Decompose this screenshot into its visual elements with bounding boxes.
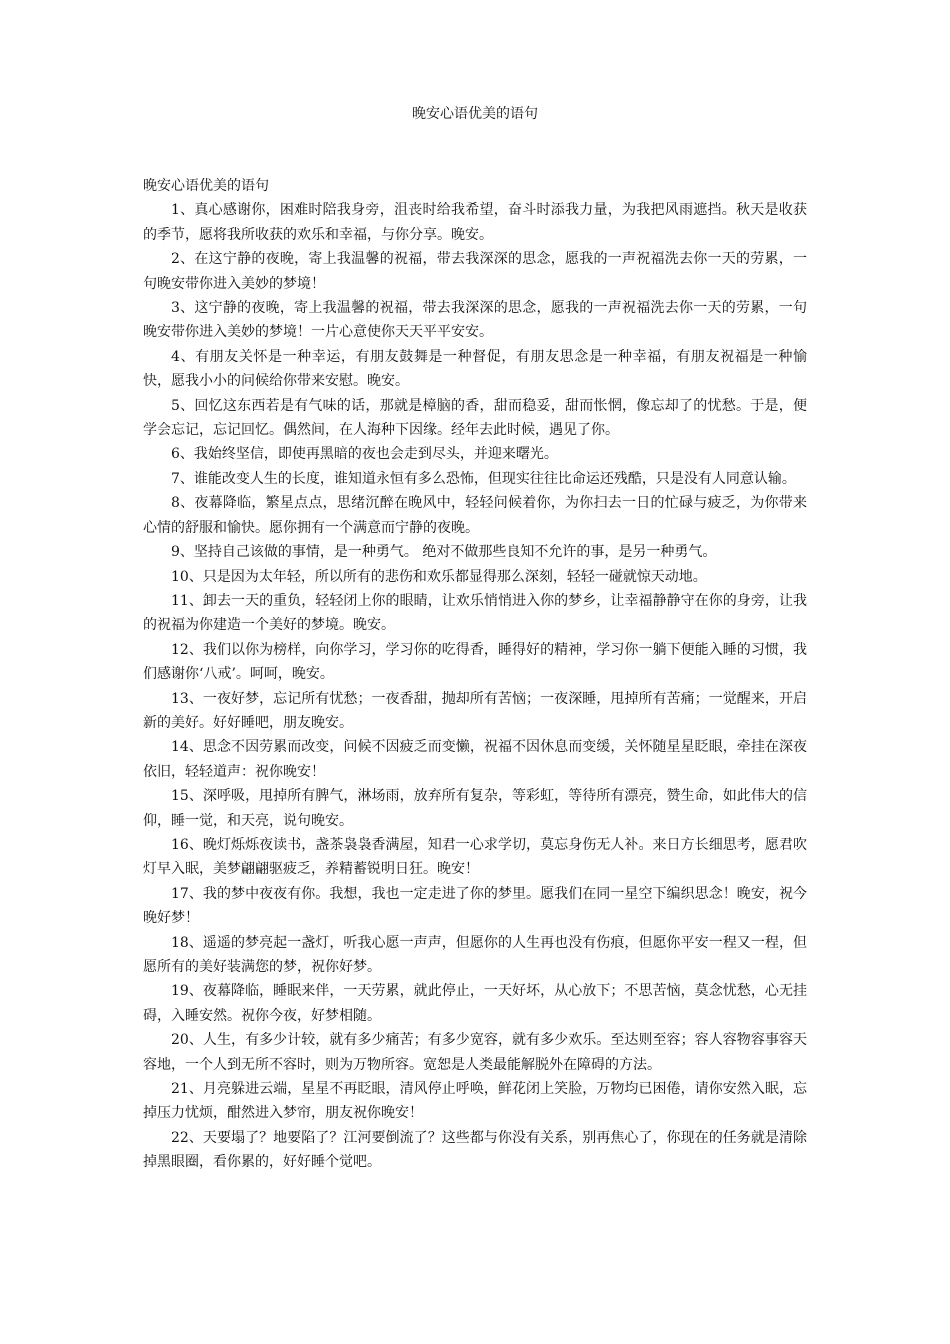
list-item: 14、思念不因劳累而改变，问候不因疲乏而变懒，祝福不因休息而变缓，关怀随星星眨眼，牵挂在深夜依旧，轻轻道声：祝你晚安！ xyxy=(143,739,807,780)
list-item: 15、深呼吸，甩掉所有脾气，淋场雨，放弃所有复杂，等彩虹，等待所有漂亮，赞生命，如此伟大的信仰，睡一觉，和天亮，说句晚安。 xyxy=(143,788,807,829)
list-item: 22、天要塌了？地要陷了？江河要倒流了？这些都与你没有关系，别再焦心了，你现在的任务就是清除掉黑眼圈，看你累的，好好睡个觉吧。 xyxy=(143,1129,807,1171)
list-item: 21、月亮躲进云端，星星不再眨眼，清风停止呼唤，鲜花闭上笑脸，万物均已困倦，请你安然入眠，忘掉压力忧烦，酣然进入梦帘，朋友祝你晚安！ xyxy=(143,1081,807,1122)
list-item: 2、在这宁静的夜晚，寄上我温馨的祝福，带去我深深的思念，愿我的一声祝福洗去你一天的劳累，一句晚安带你进入美妙的梦境！ xyxy=(143,251,807,292)
list-item: 19、夜幕降临，睡眠来伴，一天劳累，就此停止，一天好坏，从心放下；不思苦恼，莫念忧愁，心无挂碍，入睡安然。祝你今夜，好梦相随。 xyxy=(143,983,807,1024)
list-item: 7、谁能改变人生的长度，谁知道永恒有多么恐怖，但现实往往比命运还残酷，只是没有人同意认输。 xyxy=(171,470,796,487)
document-body xyxy=(143,174,807,1175)
list-item: 8、夜幕降临，繁星点点，思绪沉醉在晚风中，轻轻问候着你，为你扫去一日的忙碌与疲乏，为你带来心情的舒服和愉快。愿你拥有一个满意而宁静的夜晚。 xyxy=(143,495,807,536)
list-item: 11、卸去一天的重负，轻轻闭上你的眼睛，让欢乐悄悄进入你的梦乡，让幸福静静守在你的身旁，让我的祝福为你建造一个美好的梦境。晚安。 xyxy=(143,592,807,634)
list-item: 5、回忆这东西若是有气味的话，那就是樟脑的香，甜而稳妥，甜而怅惘，像忘却了的忧愁。于是，便学会忘记，忘记回忆。偶然间，在人海种下因缘。经年去此时候，遇见了你。 xyxy=(143,397,807,439)
list-item: 16、晚灯烁烁夜读书，盏茶袅袅香满屋，知君一心求学切，莫忘身伤无人补。来日方长细思考，愿君吹灯早入眠，美梦翩翩驱疲乏，养精蓄锐明日狂。晚安！ xyxy=(143,836,807,878)
list-item: 12、我们以你为榜样，向你学习，学习你的吃得香，睡得好的精神，学习你一躺下便能入睡的习惯，我们感谢你‘八戒’。呵呵，晚安。 xyxy=(143,641,807,683)
document-title: 晚安心语优美的语句 xyxy=(412,106,538,122)
list-item: 6、我始终坚信，即使再黑暗的夜也会走到尽头，并迎来曙光。 xyxy=(171,446,558,463)
list-item: 17、我的梦中夜夜有你。我想，我也一定走进了你的梦里。愿我们在同一星空下编织思念！晚安，祝今晚好梦！ xyxy=(143,885,807,927)
list-item: 3、这宁静的夜晚，寄上我温馨的祝福，带去我深深的思念，愿我的一声祝福洗去你一天的劳累，一句晚安带你进入美妙的梦境！一片心意使你天天平平安安。 xyxy=(143,300,807,341)
list-item: 20、人生，有多少计较，就有多少痛苦；有多少宽容，就有多少欢乐。至达则至容；容人容物容事容天容地，一个人到无所不容时，则为万物所容。宽恕是人类最能解脱外在障碍的方法。 xyxy=(143,1032,807,1073)
list-item: 13、一夜好梦，忘记所有忧愁；一夜香甜，抛却所有苦恼；一夜深睡，甩掉所有苦痛；一觉醒来，开启新的美好。好好睡吧，朋友晚安。 xyxy=(143,690,807,731)
list-item: 10、只是因为太年轻，所以所有的悲伤和欢乐都显得那么深刻，轻轻一碰就惊天动地。 xyxy=(171,568,707,585)
list-item: 1、真心感谢你，困难时陪我身旁，沮丧时给我希望，奋斗时添我力量，为我把风雨遮挡。秋天是收获的季节，愿将我所收获的欢乐和幸福，与你分享。晚安。 xyxy=(143,202,807,243)
document-subtitle: 晚安心语优美的语句 xyxy=(143,178,269,194)
list-item: 9、坚持自己该做的事情，是一种勇气。 绝对不做那些良知不允许的事，是另一种勇气。 xyxy=(171,544,717,561)
list-item: 18、遥遥的梦亮起一盏灯，听我心愿一声声，但愿你的人生再也没有伤痕，但愿你平安一程又一程，但愿所有的美好装满您的梦，祝你好梦。 xyxy=(143,934,807,975)
list-item: 4、有朋友关怀是一种幸运，有朋友鼓舞是一种督促，有朋友思念是一种幸福，有朋友祝福是一种愉快，愿我小小的问候给你带来安慰。晚安。 xyxy=(143,348,807,390)
